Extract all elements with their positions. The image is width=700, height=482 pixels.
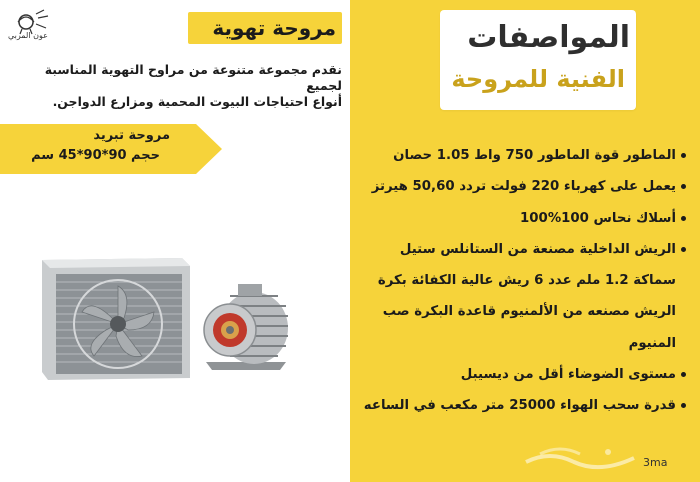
product-title: مروحة تهوية (212, 16, 336, 40)
motor-image (196, 282, 296, 374)
specs-title-line2: الفنية للمروحة (451, 65, 625, 93)
specs-list (356, 140, 686, 422)
code-label: 3ma (643, 456, 668, 469)
spec-item: الريش الداخلية مصنعة من الستانلس ستيل (356, 234, 686, 265)
intro-line2: أنواع احتياجات البيوت المحمية ومزارع الدواجن. (52, 94, 342, 109)
spec-item: سماكة 1.2 ملم عدد 6 ريش عالية الكفائة بكرة (377, 273, 676, 289)
badge-line2: حجم 90*90*45 سم (31, 148, 160, 163)
ventilation-fan-image (36, 254, 196, 384)
spec-item: الماطور قوة الماطور 750 واط 1.05 حصان (356, 140, 686, 171)
spec-item: يعمل على كهرباء 220 فولت تردد 50,60 هيرتز (356, 171, 686, 202)
spec-item: مستوى الضوضاء أقل من ديسيبل (356, 359, 686, 390)
spec-item: قدرة سحب الهواء 25000 متر مكعب في الساعه (356, 390, 686, 421)
intro-line1: نقدم مجموعة متنوعة من مراوح التهوية المناسبة لجميع (44, 62, 342, 93)
intro-text (6, 62, 342, 110)
spec-item: الريش مصنعه من الألمنيوم قاعدة البكرة صب (382, 304, 676, 320)
badge-line1: مروحة تبريد (93, 128, 170, 143)
logo-icon (6, 8, 52, 46)
specs-title-line1: المواصفات (467, 20, 630, 55)
spec-item: المنيوم (628, 335, 676, 351)
spec-item: أسلاك نحاس 100%100 (356, 203, 686, 234)
logo-text: عون المربي (8, 31, 48, 40)
watermark-logo (520, 440, 640, 474)
